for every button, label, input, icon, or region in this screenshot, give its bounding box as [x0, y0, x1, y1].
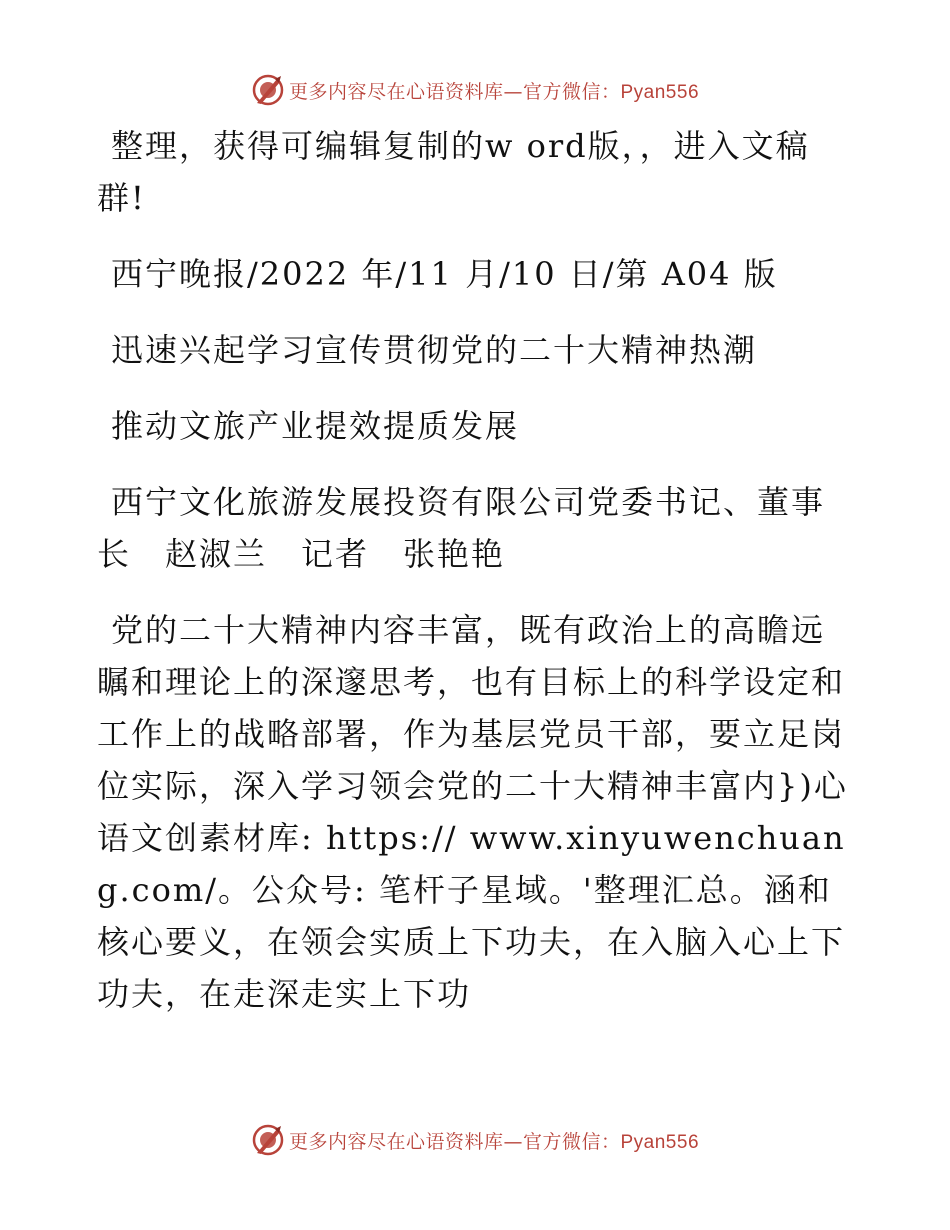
footer-banner-wechat: Pyan556: [620, 1131, 700, 1153]
body-paragraph: 党的二十大精神内容丰富，既有政治上的高瞻远瞩和理论上的深邃思考，也有目标上的科学设定和工作上的战略部署，作为基层党员干部，要立足岗位实际，深入学习领会党的二十大精神丰富内})心语文创素材库: https:// www.xinyuwenchuang.com/。公众号: 笔杆子星域。'整理汇总。涵和核心要义，在领会实质上下功夫，在入脑入心上下功夫，在走深走实上下功: [97, 611, 848, 1013]
source-line: 西宁晚报/2022 年/11 月/10 日/第 A04 版: [111, 255, 778, 293]
intro-paragraph: 整理，获得可编辑复制的w ord版，，进入文稿群!: [97, 127, 810, 217]
footer-watermark-banner: [0, 1120, 950, 1160]
header-banner-text: [289, 77, 699, 104]
footer-banner-main: 更多内容尽在心语资料库: [288, 1130, 504, 1153]
footer-banner-text: [289, 1127, 699, 1154]
header-watermark-banner: [0, 70, 950, 110]
header-banner-main: 更多内容尽在心语资料库: [288, 80, 504, 103]
byline: 西宁文化旅游发展投资有限公司党委书记、董事长 赵淑兰 记者 张艳艳: [97, 483, 826, 573]
quill-seal-icon: [251, 1123, 285, 1157]
footer-banner-sep: —官方微信：: [503, 1130, 621, 1153]
header-banner-wechat: Pyan556: [620, 81, 700, 103]
headline: 迅速兴起学习宣传贯彻党的二十大精神热潮: [111, 331, 758, 369]
subheadline: 推动文旅产业提效提质发展: [111, 407, 520, 445]
document-body: [97, 120, 857, 1020]
header-banner-sep: —官方微信：: [503, 80, 621, 103]
quill-seal-icon: [251, 73, 285, 107]
